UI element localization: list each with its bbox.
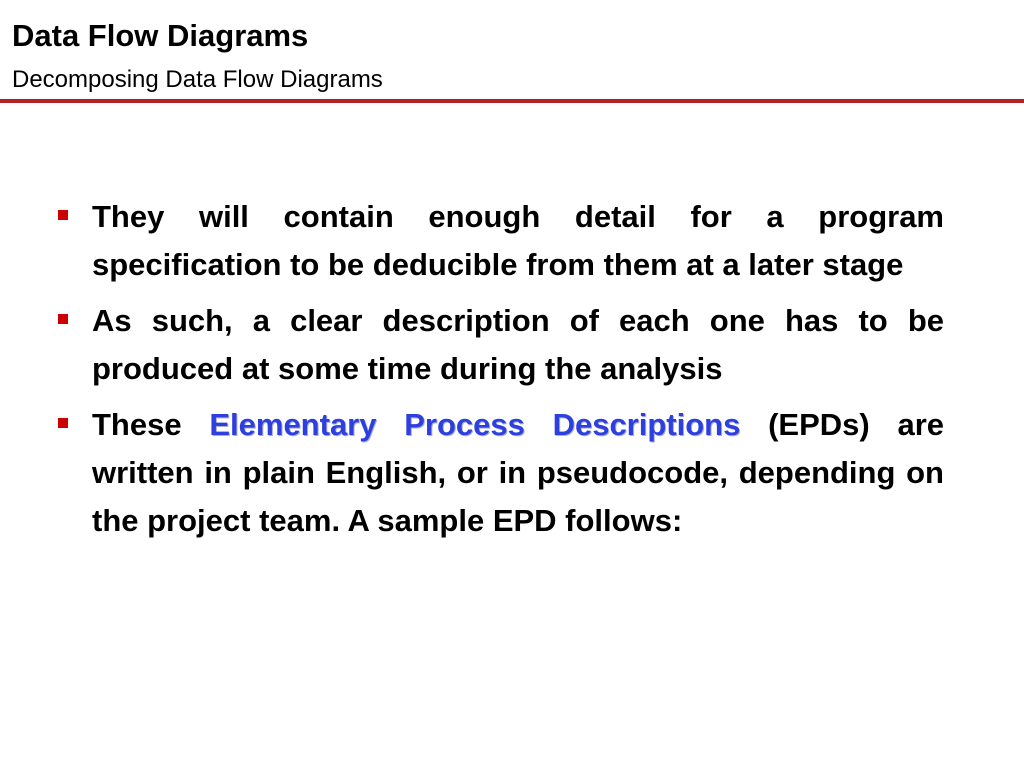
bullet-item: [56, 297, 944, 393]
bullet-item: [56, 193, 944, 289]
bullet-list: [56, 193, 944, 553]
slide-subtitle: Decomposing Data Flow Diagrams: [12, 66, 383, 93]
bullet-text-prefix: These: [92, 407, 182, 442]
title-divider: [0, 99, 1024, 103]
bullet-text-suffix: (EPDs) are written in plain English, or in pseudocode, depending on the project team. A sample EPD follows:: [92, 407, 944, 538]
bullet-text: As such, a clear description of each one has to be produced at some time during the analysis: [92, 303, 944, 386]
epd-highlight-term: Elementary Process Descriptions: [209, 407, 741, 442]
slide-title: Data Flow Diagrams: [12, 18, 309, 53]
bullet-item: [56, 401, 944, 545]
bullet-text: They will contain enough detail for a program specification to be deducible from them at a later stage: [92, 199, 944, 282]
square-bullet-icon: [58, 418, 68, 428]
square-bullet-icon: [58, 210, 68, 220]
square-bullet-icon: [58, 314, 68, 324]
